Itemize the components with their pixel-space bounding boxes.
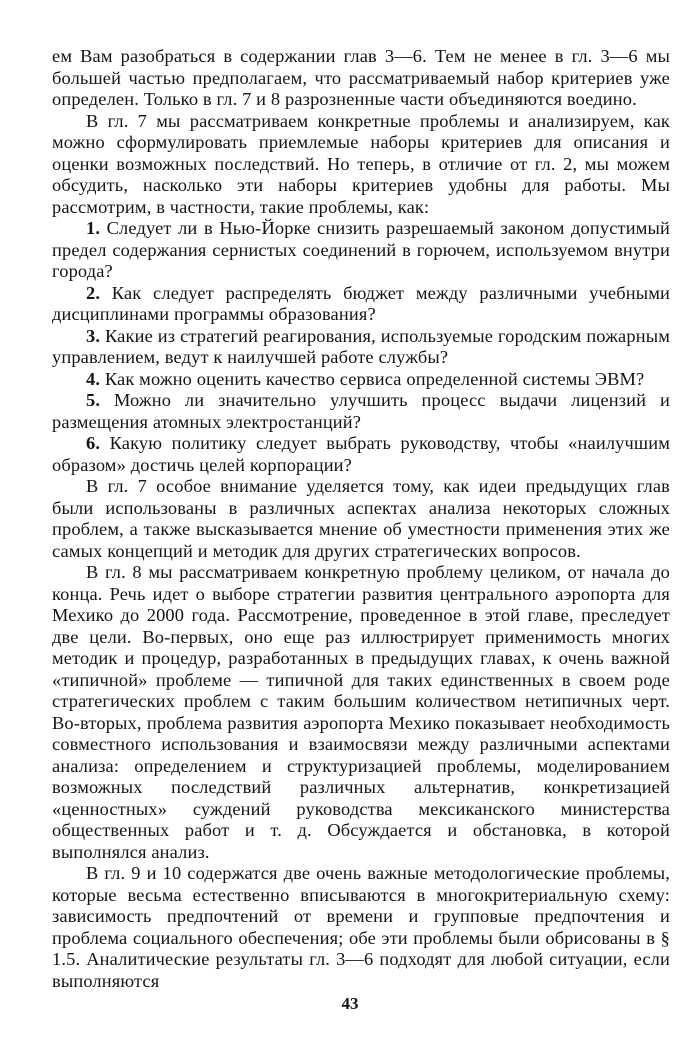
list-item-1	[52, 218, 670, 283]
paragraph-chapter-8: В гл. 8 мы рассматриваем конкретную проблему целиком, от начала до конца. Речь идет о выборе стратегии развития центрального аэропорта для Мехико до 2000 года. Рассмотрение, проведенное в этой главе, преследует две цели. Во-первых, оно еще раз иллюстрирует применимость многих методик и процедур, разработанных в предыдущих главах, к очень важной «типичной» проблеме — типичной для таких единственных в своем роде стратегических проблем с таким большим количеством нетипичных черт. Во-вторых, проблема развития аэропорта Мехико показывает необходимость совместного использования и взаимосвязи между различными аспектами анализа: определением и структуризацией проблемы, моделированием возможных последствий различных альтернатив, конкретизацией «ценностных» суждений руководства мексиканского министерства общественных работ и т. д. Обсуждается и обстановка, в которой выполнялся анализ.	[52, 562, 670, 862]
list-number: 1.	[86, 218, 101, 238]
paragraph-chapter-7-intro: В гл. 7 мы рассматриваем конкретные проблемы и анализируем, как можно сформулировать приемлемые наборы критериев для описания и оценки возможных последствий. Но теперь, в отличие от гл. 2, мы можем обсудить, насколько эти наборы критериев удобны для работы. Мы рассмотрим, в частности, такие проблемы, как:	[52, 110, 670, 217]
list-number: 6.	[86, 433, 101, 453]
list-number: 5.	[86, 390, 101, 410]
paragraph-continued: ем Вам разобраться в содержании глав 3—6. Тем не менее в гл. 3—6 мы большей частью предполагаем, что рассматриваемый набор критериев уже определен. Только в гл. 7 и 8 разрозненные части объединяются воедино.	[52, 46, 670, 109]
paragraph-chapters-9-10: В гл. 9 и 10 содержатся две очень важные методологические проблемы, которые весьма естественно вписываются в многокритериальную схему: зависимость предпочтений от времени и групповые предпочтения и проблема социального обеспечения; обе эти проблемы были обрисованы в § 1.5. Аналитические результаты гл. 3—6 подходят для любой ситуации, если выполняются	[52, 863, 670, 991]
list-item-text: Как следует распределять бюджет между различными учебными дисциплинами программы образования?	[52, 282, 670, 324]
list-item-text: Какие из стратегий реагирования, используемые городским пожарным управлением, ведут к наилучшей работе службы?	[52, 325, 670, 367]
list-number: 2.	[86, 282, 101, 303]
list-item-5	[52, 390, 670, 433]
list-item-4	[52, 369, 670, 391]
list-item-text: Следует ли в Нью-Йорке снизить разрешаемый законом допустимый предел содержания сернистых соединений в горючем, используемом внутри города?	[52, 218, 670, 281]
page-number: 43	[341, 994, 359, 1013]
list-item-text: Как можно оценить качество сервиса определенной системы ЭВМ?	[104, 368, 645, 389]
list-number: 4.	[86, 368, 101, 389]
list-item-6	[52, 433, 670, 476]
list-item-3	[52, 326, 670, 369]
list-item-text: Какую политику следует выбрать руководству, чтобы «наилучшим образом» достичь целей корпорации?	[52, 433, 670, 475]
list-item-2	[52, 283, 670, 326]
paragraph-chapter-7-focus: В гл. 7 особое внимание уделяется тому, как идеи предыдущих глав были использованы в различных аспектах анализа некоторых сложных проблем, а также высказывается мнение об уместности применения этих же самых концепций и методик для других стратегических вопросов.	[52, 476, 670, 561]
list-number: 3.	[86, 325, 101, 346]
list-item-text: Можно ли значительно улучшить процесс выдачи лицензий и размещения атомных электростанций?	[52, 390, 670, 432]
body-text	[52, 46, 670, 992]
